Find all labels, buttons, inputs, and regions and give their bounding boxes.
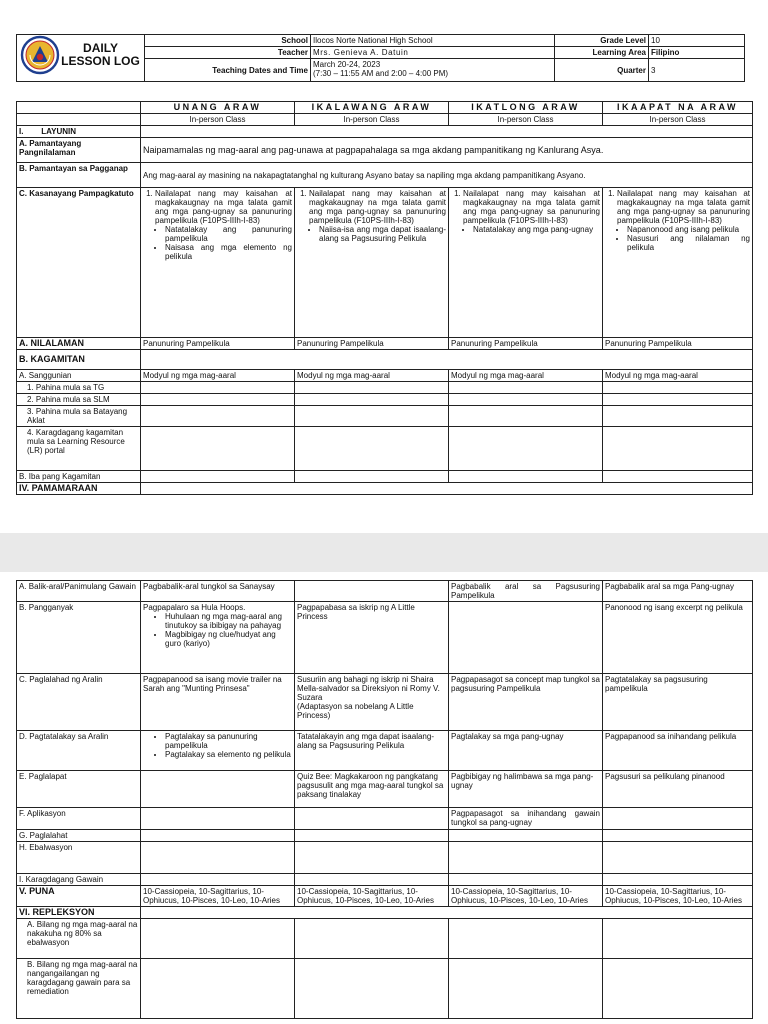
empty-cell bbox=[141, 874, 295, 886]
empty-cell bbox=[449, 919, 603, 959]
paglalapat-day-1 bbox=[141, 771, 295, 808]
teacher-label: Teacher bbox=[145, 47, 311, 59]
pagtatalakay-label: D. Pagtatalakay sa Aralin bbox=[17, 731, 141, 771]
balik-aral-label: A. Balik-aral/Panimulang Gawain bbox=[17, 581, 141, 602]
pamantayan-sa-pagganap-label: B. Pamantayan sa Pagganap bbox=[17, 163, 141, 188]
empty-cell bbox=[295, 394, 449, 406]
kagamitan-item-tg: 1. Pahina mula sa TG bbox=[17, 382, 141, 394]
title-line-2: LESSON LOG bbox=[61, 54, 140, 68]
kagamitan-item-lr-portal: 4. Karagdagang kagamitan mula sa Learning Resource (LR) portal bbox=[17, 427, 141, 471]
section-puna: V. PUNA bbox=[17, 886, 141, 907]
aplikasyon-day-4 bbox=[603, 808, 753, 830]
section-kagamitan: B. KAGAMITAN bbox=[17, 350, 141, 370]
empty-cell bbox=[141, 427, 295, 471]
repleksyon-b-label: B. Bilang ng mga mag-aaral na nangangailangan ng karagdagang gawain para sa remediation bbox=[17, 959, 141, 1019]
day-1-header: UNANG ARAW bbox=[141, 102, 295, 114]
pagtatalakay-day-2: Tatatalakayin ang mga dapat isaalang-alang sa Pagsusuring Pelikula bbox=[295, 731, 449, 771]
school-label: School bbox=[145, 35, 311, 47]
area-value: Filipino bbox=[649, 47, 745, 59]
sanggunian-label: A. Sanggunian bbox=[17, 370, 141, 382]
kasanayan-bullet: • Natatalakay ang mga pang-ugnay bbox=[473, 225, 600, 234]
paglalahat-label: G. Paglalahat bbox=[17, 830, 141, 842]
day-3-header: IKATLONG ARAW bbox=[449, 102, 603, 114]
paglalahad-day-3: Pagpapasagot sa concept map tungkol sa pagsusuring Pampelikula bbox=[449, 674, 603, 731]
empty-cell bbox=[449, 382, 603, 394]
kasanayan-day-2 bbox=[295, 188, 449, 338]
kasanayan-main-3: 1. Nailalapat nang may kaisahan at magkakaugnay na mga talata gamit ang mga pang-ugnay sa panunuring pampelikula (F10PS-IIIh-I-83) bbox=[463, 189, 600, 225]
empty-cell bbox=[141, 842, 295, 874]
empty-cell bbox=[449, 427, 603, 471]
kasanayan-bullet: • Napanonood ang isang pelikula bbox=[627, 225, 750, 234]
empty-cell bbox=[603, 919, 753, 959]
grade-label: Grade Level bbox=[555, 35, 649, 47]
puna-day-1: 10-Cassiopeia, 10-Sagittarius, 10-Ophiucus, 10-Pisces, 10-Leo, 10-Aries bbox=[141, 886, 295, 907]
pangganyak-bullet: • Magbibigay ng clue/hudyat ang guro (kariyo) bbox=[165, 630, 292, 648]
section-repleksyon: VI. REPLEKSYON bbox=[17, 907, 141, 919]
balik-aral-day-1: Pagbabalik-aral tungkol sa Sanaysay bbox=[141, 581, 295, 602]
empty-cell bbox=[603, 874, 753, 886]
ebalwasyon-label: H. Ebalwasyon bbox=[17, 842, 141, 874]
empty-cell bbox=[141, 406, 295, 427]
kasanayan-main-2: 1. Nailalapat nang may kaisahan at magkakaugnay na mga talata gamit ang mga pang-ugnay sa panunuring pampelikula (F10PS-IIIh-I-83) bbox=[309, 189, 446, 225]
pagtatalakay-day-4: Pagpapanood sa inihandang pelikula bbox=[603, 731, 753, 771]
class-type-2: In-person Class bbox=[295, 114, 449, 126]
empty-cell bbox=[295, 842, 449, 874]
aplikasyon-day-2 bbox=[295, 808, 449, 830]
header-table bbox=[16, 34, 745, 82]
paglalahad-day-2: Susuriin ang bahagi ng iskrip ni Shaira Mella-salvador sa Direksiyon ni Romy V. Suzara (Adaptasyon sa nobelang A Little Princess) bbox=[295, 674, 449, 731]
modyul-day-4: Modyul ng mga mag-aaral bbox=[603, 370, 753, 382]
kasanayan-bullet: • Naiisa-isa ang mga dapat isaalang-alang sa Pagsusuring Pelikula bbox=[319, 225, 446, 243]
kasanayan-bullet: • Natatalakay ang panunuring pampelikula bbox=[165, 225, 292, 243]
kagamitan-item-slm: 2. Pahina mula sa SLM bbox=[17, 394, 141, 406]
deped-seal-icon bbox=[20, 35, 60, 75]
nilalaman-day-1: Panunuring Pampelikula bbox=[141, 338, 295, 350]
empty-cell bbox=[603, 382, 753, 394]
empty-cell bbox=[141, 959, 295, 1019]
empty-cell bbox=[449, 874, 603, 886]
section-nilalaman: A. NILALAMAN bbox=[17, 338, 141, 350]
class-type-1: In-person Class bbox=[141, 114, 295, 126]
kasanayang-pampagkatuto-label: C. Kasanayang Pampagkatuto bbox=[17, 188, 141, 338]
quarter-value: 3 bbox=[649, 59, 745, 82]
modyul-day-2: Modyul ng mga mag-aaral bbox=[295, 370, 449, 382]
empty-cell bbox=[141, 907, 753, 919]
day-4-header: IKAAPAT NA ARAW bbox=[603, 102, 753, 114]
kagamitan-item-aklat: 3. Pahina mula sa Batayang Aklat bbox=[17, 406, 141, 427]
nilalaman-day-3: Panunuring Pampelikula bbox=[449, 338, 603, 350]
paglalapat-day-3: Pagbibigay ng halimbawa sa mga pang-ugnay bbox=[449, 771, 603, 808]
dates-line-1: March 20-24, 2023 bbox=[313, 60, 381, 69]
title-line-1: DAILY bbox=[83, 41, 118, 55]
empty-cell bbox=[603, 842, 753, 874]
empty-cell bbox=[295, 471, 449, 483]
repleksyon-a-label: A. Bilang ng mga mag-aaral na nakakuha ng 80% sa ebalwasyon bbox=[17, 919, 141, 959]
paglalahad-day-4: Pagtatalakay sa pagsusuring pampelikula bbox=[603, 674, 753, 731]
lesson-log-page-2 bbox=[0, 572, 768, 1024]
puna-day-2: 10-Cassiopeia, 10-Sagittarius, 10-Ophiucus, 10-Pisces, 10-Leo, 10-Aries bbox=[295, 886, 449, 907]
kasanayan-bullet: • Naisasa ang mga elemento ng pelikula bbox=[165, 243, 292, 261]
empty-cell bbox=[295, 406, 449, 427]
aplikasyon-label: F. Aplikasyon bbox=[17, 808, 141, 830]
empty-cell bbox=[603, 427, 753, 471]
aplikasyon-day-3: Pagpapasagot sa inihandang gawain tungkol sa pang-ugnay bbox=[449, 808, 603, 830]
dates-label: Teaching Dates and Time bbox=[145, 59, 311, 82]
modyul-day-1: Modyul ng mga mag-aaral bbox=[141, 370, 295, 382]
puna-day-4: 10-Cassiopeia, 10-Sagittarius, 10-Ophiucus, 10-Pisces, 10-Leo, 10-Aries bbox=[603, 886, 753, 907]
empty-cell bbox=[141, 919, 295, 959]
pangganyak-main: Pagpapalaro sa Hula Hoops. bbox=[143, 603, 246, 612]
empty-cell bbox=[295, 382, 449, 394]
pangganyak-day-3 bbox=[449, 602, 603, 674]
empty-cell bbox=[17, 114, 141, 126]
nilalaman-day-4: Panunuring Pampelikula bbox=[603, 338, 753, 350]
pangganyak-label: B. Pangganyak bbox=[17, 602, 141, 674]
paglalapat-day-2: Quiz Bee: Magkakaroon ng pangkatang pagsusulit ang mga mag-aaral tungkol sa paksang tinalakay bbox=[295, 771, 449, 808]
dates-value bbox=[311, 59, 555, 82]
section-pamamaraan: IV. PAMAMARAAN bbox=[17, 483, 141, 495]
kasanayan-bullet: • Nasusuri ang nilalaman ng pelikula bbox=[627, 234, 750, 252]
empty-cell bbox=[295, 830, 449, 842]
pamantayang-pangnilalaman-text: Naipamamalas ng mag-aaral ang pag-unawa at pagpapahalaga sa mga akdang pampanitikang ng Kanlurang Asya. bbox=[141, 138, 753, 163]
empty-cell bbox=[295, 427, 449, 471]
empty-cell bbox=[449, 830, 603, 842]
balik-aral-day-4: Pagbabalik aral sa mga Pang-ugnay bbox=[603, 581, 753, 602]
empty-cell bbox=[141, 830, 295, 842]
nilalaman-day-2: Panunuring Pampelikula bbox=[295, 338, 449, 350]
dates-line-2: (7:30 – 11:55 AM and 2:00 – 4:00 PM) bbox=[313, 69, 449, 78]
kasanayan-day-1 bbox=[141, 188, 295, 338]
lesson-table-part-1 bbox=[16, 101, 753, 495]
pangganyak-day-4: Panonood ng isang excerpt ng pelikula bbox=[603, 602, 753, 674]
empty-cell bbox=[449, 959, 603, 1019]
empty-cell bbox=[295, 959, 449, 1019]
empty-cell bbox=[295, 919, 449, 959]
pagtatalakay-day-3: Pagtalakay sa mga pang-ugnay bbox=[449, 731, 603, 771]
kasanayan-day-4 bbox=[603, 188, 753, 338]
paglalahad-label: C. Paglalahad ng Aralin bbox=[17, 674, 141, 731]
kasanayan-main-1: 1. Nailalapat nang may kaisahan at magkakaugnay na mga talata gamit ang mga pang-ugnay sa panunuring pampelikula (F10PS-IIIh-I-83) bbox=[155, 189, 292, 225]
balik-aral-day-3: Pagbabalik aral sa Pagsusuring Pampelikula bbox=[449, 581, 603, 602]
pagtatalakay-day-1 bbox=[141, 731, 295, 771]
paglalapat-day-4: Pagsusuri sa pelikulang pinanood bbox=[603, 771, 753, 808]
empty-cell bbox=[603, 394, 753, 406]
empty-cell bbox=[603, 406, 753, 427]
iba-pang-kagamitan-label: B. Iba pang Kagamitan bbox=[17, 471, 141, 483]
empty-cell bbox=[141, 350, 753, 370]
grade-value: 10 bbox=[649, 35, 745, 47]
empty-cell bbox=[603, 959, 753, 1019]
empty-cell bbox=[449, 406, 603, 427]
pamantayang-pangnilalaman-label: A. Pamantayang Pangnilalaman bbox=[17, 138, 141, 163]
kasanayan-main-4: 1. Nailalapat nang may kaisahan at magkakaugnay na mga talata gamit ang mga pang-ugnay sa panunuring pampelikula (F10PS-IIIh-I-83) bbox=[617, 189, 750, 225]
modyul-day-3: Modyul ng mga mag-aaral bbox=[449, 370, 603, 382]
class-type-4: In-person Class bbox=[603, 114, 753, 126]
paglalahad-day-1: Pagpapanood sa isang movie trailer na Sarah ang "Munting Prinsesa" bbox=[141, 674, 295, 731]
document-title bbox=[60, 42, 141, 68]
empty-cell bbox=[141, 382, 295, 394]
aplikasyon-day-1 bbox=[141, 808, 295, 830]
pangganyak-day-2: Pagpapabasa sa iskrip ng A Little Princess bbox=[295, 602, 449, 674]
teacher-value: Mrs. Genieva A. Datuin bbox=[311, 47, 555, 59]
pangganyak-day-1 bbox=[141, 602, 295, 674]
empty-cell bbox=[603, 471, 753, 483]
pamantayan-sa-pagganap-text: Ang mag-aaral ay masining na nakapagtatanghal ng kulturang Asyano batay sa napiling mga akdang pampanitikang Asyano. bbox=[141, 163, 753, 188]
empty-cell bbox=[141, 126, 753, 138]
empty-cell bbox=[449, 471, 603, 483]
karagdagang-gawain-label: I. Karagdagang Gawain bbox=[17, 874, 141, 886]
paglalapat-label: E. Paglalapat bbox=[17, 771, 141, 808]
header-logo-cell bbox=[17, 35, 145, 82]
empty-cell bbox=[141, 471, 295, 483]
lesson-table-part-2 bbox=[16, 580, 753, 1019]
area-label: Learning Area bbox=[555, 47, 649, 59]
day-2-header: IKALAWANG ARAW bbox=[295, 102, 449, 114]
empty-cell bbox=[295, 874, 449, 886]
empty-cell bbox=[603, 830, 753, 842]
pagtatalakay-bullet: • Pagtalakay sa elemento ng pelikula bbox=[165, 750, 292, 759]
empty-cell bbox=[141, 483, 753, 495]
balik-aral-day-2 bbox=[295, 581, 449, 602]
school-value: Ilocos Norte National High School bbox=[311, 35, 555, 47]
kasanayan-day-3 bbox=[449, 188, 603, 338]
pangganyak-bullet: • Huhulaan ng mga mag-aaral ang tinutukoy sa ibibigay na pahayag bbox=[165, 612, 292, 630]
section-layunin: I. LAYUNIN bbox=[17, 126, 141, 138]
empty-cell bbox=[141, 394, 295, 406]
quarter-label: Quarter bbox=[555, 59, 649, 82]
corner-cell bbox=[17, 102, 141, 114]
puna-day-3: 10-Cassiopeia, 10-Sagittarius, 10-Ophiucus, 10-Pisces, 10-Leo, 10-Aries bbox=[449, 886, 603, 907]
empty-cell bbox=[449, 394, 603, 406]
pagtatalakay-bullet: • Pagtalakay sa panunuring pampelikula bbox=[165, 732, 292, 750]
class-type-3: In-person Class bbox=[449, 114, 603, 126]
empty-cell bbox=[449, 842, 603, 874]
